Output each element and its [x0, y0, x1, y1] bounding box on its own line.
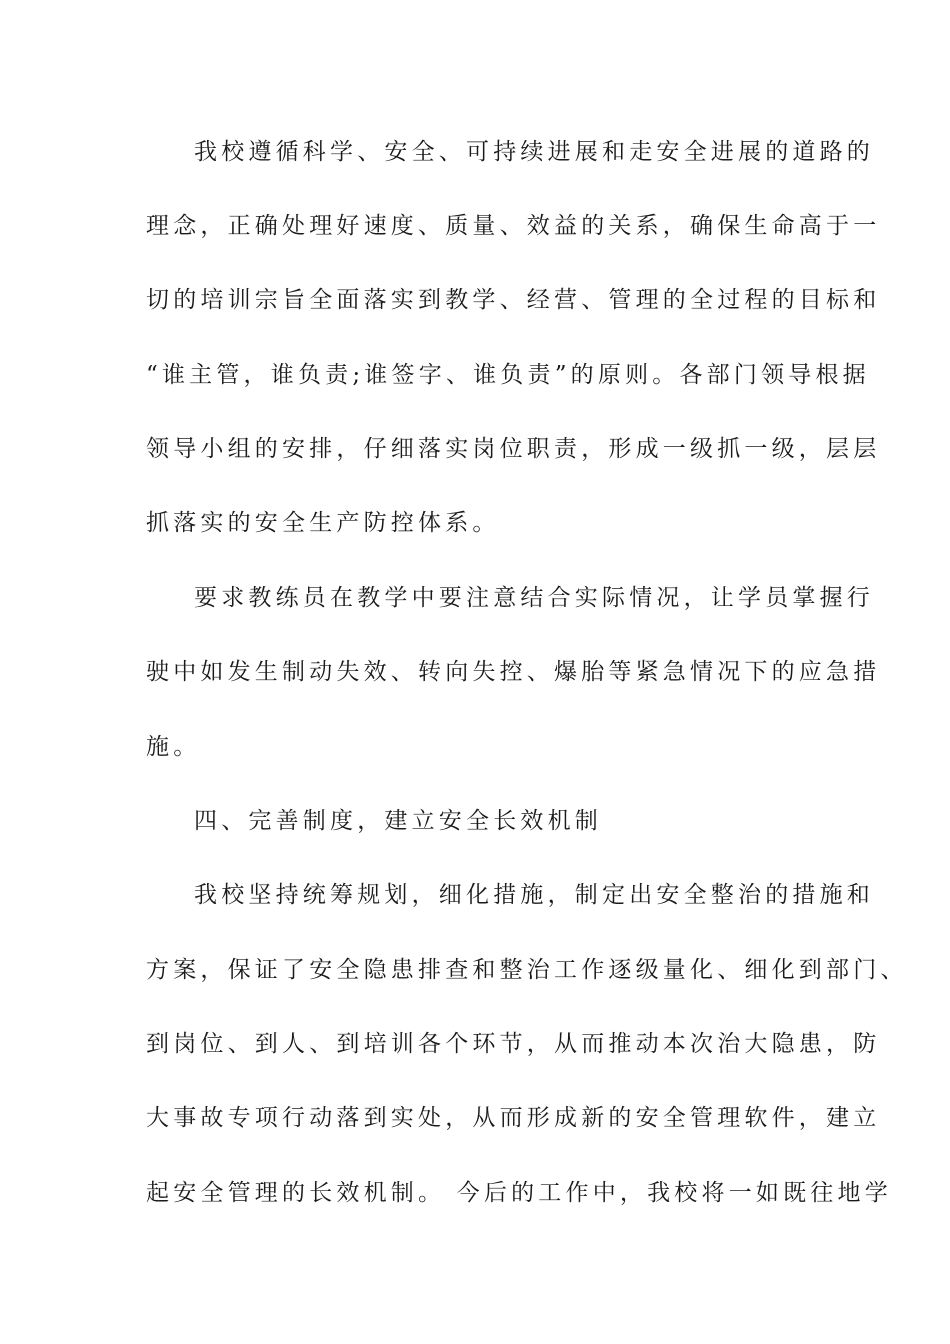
paragraph-3-line-5: 起安全管理的长效机制。 今后的工作中，我校将一如既往地学 [146, 1180, 892, 1206]
paragraph-3-line-3: 到岗位、到人、到培训各个环节，从而推动本次治大隐患，防 [146, 1031, 881, 1057]
paragraph-1-line-4: “谁主管，谁负责;谁签字、谁负责”的原则。各部门领导根据 [146, 362, 870, 388]
paragraph-3-line-2: 方案，保证了安全隐患排查和整治工作逐级量化、细化到部门、 [146, 957, 908, 983]
paragraph-1-line-2: 理念，正确处理好速度、质量、效益的关系，确保生命高于一 [146, 213, 881, 239]
paragraph-3-line-4: 大事故专项行动落到实处，从而形成新的安全管理软件，建立 [146, 1105, 881, 1131]
paragraph-1-line-5: 领导小组的安排，仔细落实岗位职责，形成一级抓一级，层层 [146, 436, 881, 462]
section-heading: 四、完善制度，建立安全长效机制 [194, 808, 602, 834]
paragraph-2-line-1: 要求教练员在教学中要注意结合实际情况，让学员掌握行 [194, 585, 874, 611]
paragraph-2-line-3: 施。 [146, 734, 201, 760]
paragraph-1-line-1: 我校遵循科学、安全、可持续进展和走安全进展的道路的 [194, 139, 874, 165]
paragraph-3-line-1: 我校坚持统筹规划，细化措施，制定出安全整治的措施和 [194, 882, 874, 908]
paragraph-2-line-2: 驶中如发生制动失效、转向失控、爆胎等紧急情况下的应急措 [146, 659, 881, 685]
paragraph-1-line-6: 抓落实的安全生产防控体系。 [146, 510, 500, 536]
paragraph-1-line-3: 切的培训宗旨全面落实到教学、经营、管理的全过程的目标和 [146, 287, 881, 313]
